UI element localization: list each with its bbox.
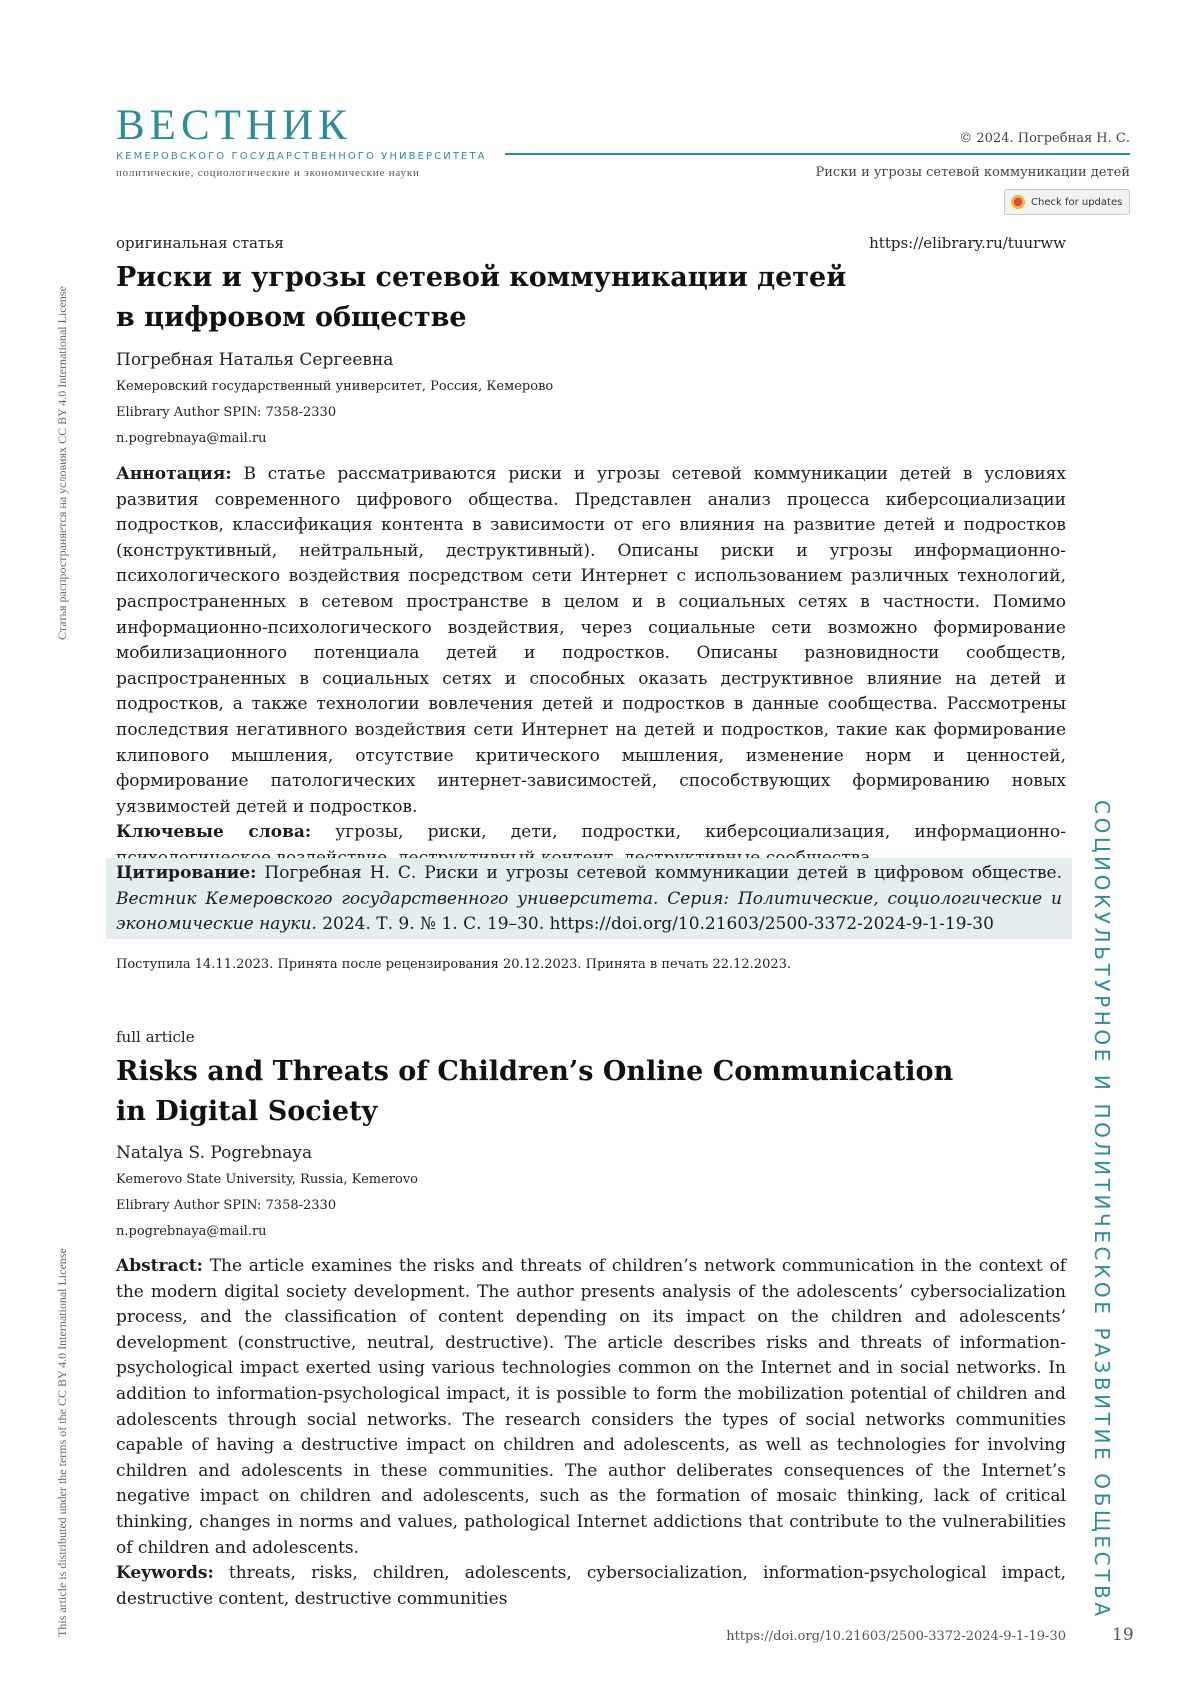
check-for-updates-label: Check for updates [1031,196,1123,208]
affiliation-ru: Кемеровский государственный университет, Россия, Кемерово [116,379,554,394]
journal-name: ВЕСТНИК [116,102,352,149]
affiliation-en: Kemerovo State University, Russia, Kemerovo [116,1172,418,1187]
keywords-text-en: threats, risks, children, adolescents, cybersocialization, information-psychological impact, destructive content, destructive communities [116,1563,1066,1609]
abstract-text-ru: В статье рассматриваются риски и угрозы сетевой коммуникации детей в условиях развития современного цифрового общества. Представлен анализ процесса киберсоциализации подростков, классификация контента в зависимости от его влияния на развитие детей и подростков (конструктивный, нейтральный, деструктивный). Описаны риски и угрозы информационно-психологического воздействия посредством сети Интернет с использованием различных технологий, распространенных в сетевом пространстве в целом и в социальных сетях в частности. Помимо информационно-психологического воздействия, через социальные сети возможно формирование мобилизационного потенциала детей и подростков. Описаны разновидности сообществ, распространенных в социальных сетях и способных оказать деструктивное влияние на детей и подростков, а также технологии вовлечения детей и подростков в данные сообщества. Рассмотрены последствия негативного воздействия сети Интернет на детей и подростков, такие как формирование клипового мышления, отсутствие критического мышления, изменение норм и ценностей, формирование патологических интернет-зависимостей, способствующих формированию новых уязвимостей детей и подростков. [116,464,1066,817]
section-title: СОЦИОКУЛЬТУРНОЕ И ПОЛИТИЧЕСКОЕ РАЗВИТИЕ ОБЩЕСТВА [1090,800,1114,1620]
elibrary-link[interactable]: https://elibrary.ru/tuurww [869,234,1066,252]
article-type-ru: оригинальная статья [116,234,284,252]
check-for-updates-button[interactable] [1004,189,1130,215]
spin-ru: Elibrary Author SPIN: 7358-2330 [116,405,337,420]
citation-box [106,858,1072,939]
article-type-en: full article [116,1028,195,1046]
page-number: 19 [1112,1625,1134,1645]
publication-dates: Поступила 14.11.2023. Принята после рецензирования 20.12.2023. Принята в печать 22.12.2023. [116,957,792,972]
journal-subtitle: КЕМЕРОВСКОГО ГОСУДАРСТВЕННОГО УНИВЕРСИТЕТА [116,151,487,162]
abstract-en [116,1254,1066,1612]
keywords-label-ru: Ключевые слова: [116,822,312,843]
running-title: Риски и угрозы сетевой коммуникации детей [815,165,1130,180]
email-ru[interactable]: n.pogrebnaya@mail.ru [116,431,267,446]
abstract-label-en: Abstract: [116,1256,203,1276]
article-title-en [116,1052,1066,1132]
citation-label: Цитирование: [116,863,257,883]
header-divider [505,153,1130,155]
abstract-text-en: The article examines the risks and threats of children’s network communication in the context of the modern digital society development. The author presents analysis of the adolescents’ cybersocialization process, and the classification of content depending on its impact on the children and adolescents’ development (constructive, neutral, destructive). The article describes risks and threats of information-psychological impact exerted using various technologies common on the Internet and in social networks. In addition to information-psychological impact, it is possible to form the mobilization potential of children and adolescents through social networks. The research considers the types of social networks communities capable of having a destructive impact on children and adolescents, as well as technologies for involving children and adolescents in these communities. The author deliberates consequences of the Internet’s negative impact on children and adolescents, such as the formation of mosaic thinking, lack of critical thinking, changes in norms and values, pathological Internet addictions that contribute to the vulnerabilities of children and adolescents. [116,1256,1066,1558]
license-note-en: This article is distributed under the terms of the CC BY 4.0 International License [55,1248,69,1637]
journal-series: политические, социологические и экономические науки [116,167,420,179]
copyright: © 2024. Погребная Н. С. [959,131,1130,146]
crossmark-icon [1011,195,1025,209]
abstract-label-ru: Аннотация: [116,464,232,484]
article-title-ru [116,258,1066,338]
title-line-2-en: in Digital Society [116,1096,378,1127]
keywords-text-ru: угрозы, риски, дети, подростки, киберсоциализация, информационно- [335,822,1066,843]
email-en[interactable]: n.pogrebnaya@mail.ru [116,1224,267,1239]
title-line-2: в цифровом обществе [116,302,467,333]
author-name-ru: Погребная Наталья Сергеевна [116,350,394,370]
citation-plain: Погребная Н. С. Риски и угрозы сетевой коммуникации детей в цифровом обществе. [264,863,1063,883]
spin-en: Elibrary Author SPIN: 7358-2330 [116,1198,337,1213]
author-name-en: Natalya S. Pogrebnaya [116,1143,313,1163]
license-note-ru: Статья распространяется на условиях CC BY 4.0 International License [55,286,69,640]
keywords-label-en: Keywords: [116,1563,214,1584]
citation-journal: Вестник Кемеровского государственного университета. Серия: Политические, социологические и экономические науки. [116,888,1062,935]
doi-footer-link[interactable]: https://doi.org/10.21603/2500-3372-2024-9-1-19-30 [726,1629,1066,1644]
abstract-ru [116,462,1066,872]
citation-tail[interactable]: 2024. Т. 9. № 1. С. 19–30. https://doi.org/10.21603/2500-3372-2024-9-1-19-30 [322,914,994,935]
title-line-1-en: Risks and Threats of Children’s Online Communication [116,1056,954,1087]
title-line-1: Риски и угрозы сетевой коммуникации детей [116,262,847,293]
